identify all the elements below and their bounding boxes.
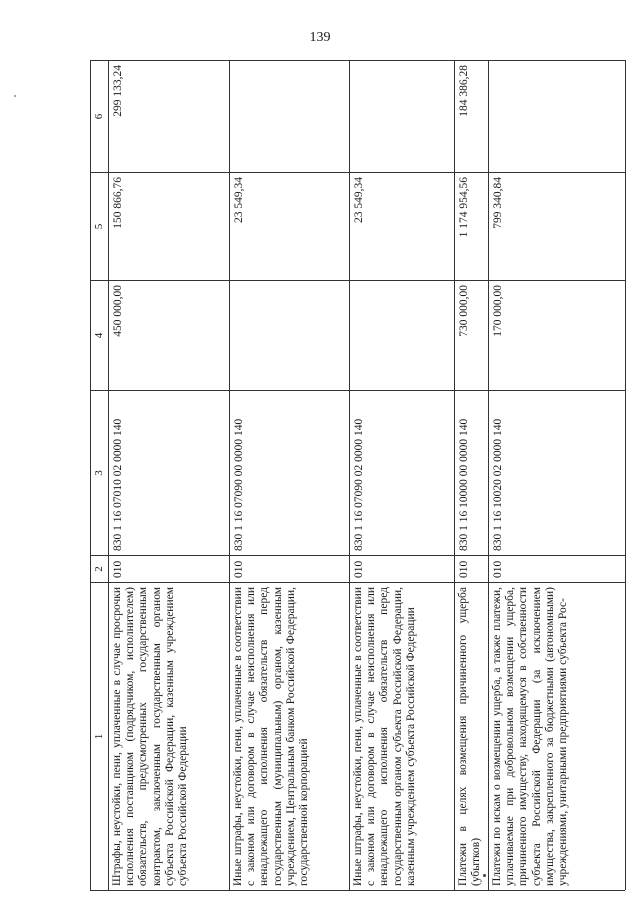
- row-4-kbk-code: 830 1 16 10000 00 0000 140: [458, 418, 470, 551]
- row-5-kbk-code: 830 1 16 10020 02 0000 140: [492, 418, 504, 551]
- row-4-col5-value: 1 174 954,56: [458, 177, 470, 238]
- row-5-col6-value: [489, 61, 625, 172]
- row-2-col4-value: [230, 281, 349, 390]
- header-cell-3: 3: [93, 470, 105, 476]
- row-3-col4-value: [350, 281, 454, 390]
- row-3-description: Иные штрафы, неустойки, пени, уплаченные в соответствии с законом или договором в случае неисполнения или ненадлежащего исполнения обязательств перед государственным органом субъекта Российской Федерации, казенным учреждением субъекта Российской Федерации: [352, 587, 417, 886]
- header-cell-2: 2: [93, 566, 105, 572]
- row-1-admin-code: 010: [112, 560, 124, 578]
- row-3-kbk-code: 830 1 16 07090 02 0000 140: [353, 418, 365, 551]
- table-border-right: [625, 60, 626, 890]
- row-4-col6-value: 184 386,28: [458, 65, 470, 117]
- row-3-admin-code: 010: [353, 560, 365, 578]
- row-1-col6-value: 299 133,24: [112, 65, 124, 117]
- page-number: 139: [309, 30, 331, 45]
- rotated-table: [90, 60, 625, 890]
- row-2-admin-code: 010: [233, 560, 245, 578]
- row-4-col4-value: 730 000,00: [458, 285, 470, 337]
- row-5-admin-code: 010: [492, 560, 504, 578]
- row-1-col5-value: 150 866,76: [112, 177, 124, 229]
- row-1-kbk-code: 830 1 16 07010 02 0000 140: [112, 418, 124, 551]
- header-cell-1: 1: [93, 733, 105, 740]
- row-2-description: Иные штрафы, неустойки, пени, уплаченные в соответствии с законом или договором в случае неисполнения или ненадлежащего исполнения обязательств перед государственным (муниципальным) органом, казенным учреждением, Центральным банком Российской Федерации, государственной корпорацией: [232, 587, 311, 886]
- header-cell-5: 5: [93, 223, 105, 230]
- row-2-col6-value: [230, 61, 349, 172]
- row-4-admin-code: 010: [458, 560, 470, 578]
- row-4-description: Платежи в целях возмещения причиненного ущерба (убытков): [457, 587, 483, 886]
- row-5-description: Платежи по искам о возмещении ущерба, а также платежи, уплачиваемые при добровольном возмещении ущерба, причиненного имуществу, находящемуся в собственности субъекта Российской Федерации (за исключением имущества, закрепленного за бюджетными (автономными) учреждениями, унитарными предприятиями субъекта Рос-: [491, 587, 570, 886]
- header-cell-4: 4: [93, 332, 105, 339]
- scan-speck: [483, 874, 486, 877]
- scan-speck: [14, 95, 16, 97]
- row-5-col5-value: 799 340,84: [492, 177, 504, 229]
- row-1-description: Штрафы, неустойки, пени, уплаченные в случае просрочки исполнения поставщиком (подрядчиком, исполнителем) обязательств, предусмотренных государственным контрактом, заключенным государственным органом субъекта Российской Федерации, казенным учреждением субъекта Российской Федерации: [111, 587, 190, 886]
- header-cell-6: 6: [93, 113, 105, 120]
- row-3-col6-value: [350, 61, 454, 172]
- table-border-bottom: [90, 890, 625, 891]
- row-5-col4-value: 170 000,00: [492, 285, 504, 337]
- row-1-col4-value: 450 000,00: [112, 285, 124, 337]
- row-3-col5-value: 23 549,34: [353, 177, 365, 223]
- row-2-col5-value: 23 549,34: [233, 177, 245, 223]
- row-2-kbk-code: 830 1 16 07090 00 0000 140: [233, 418, 245, 551]
